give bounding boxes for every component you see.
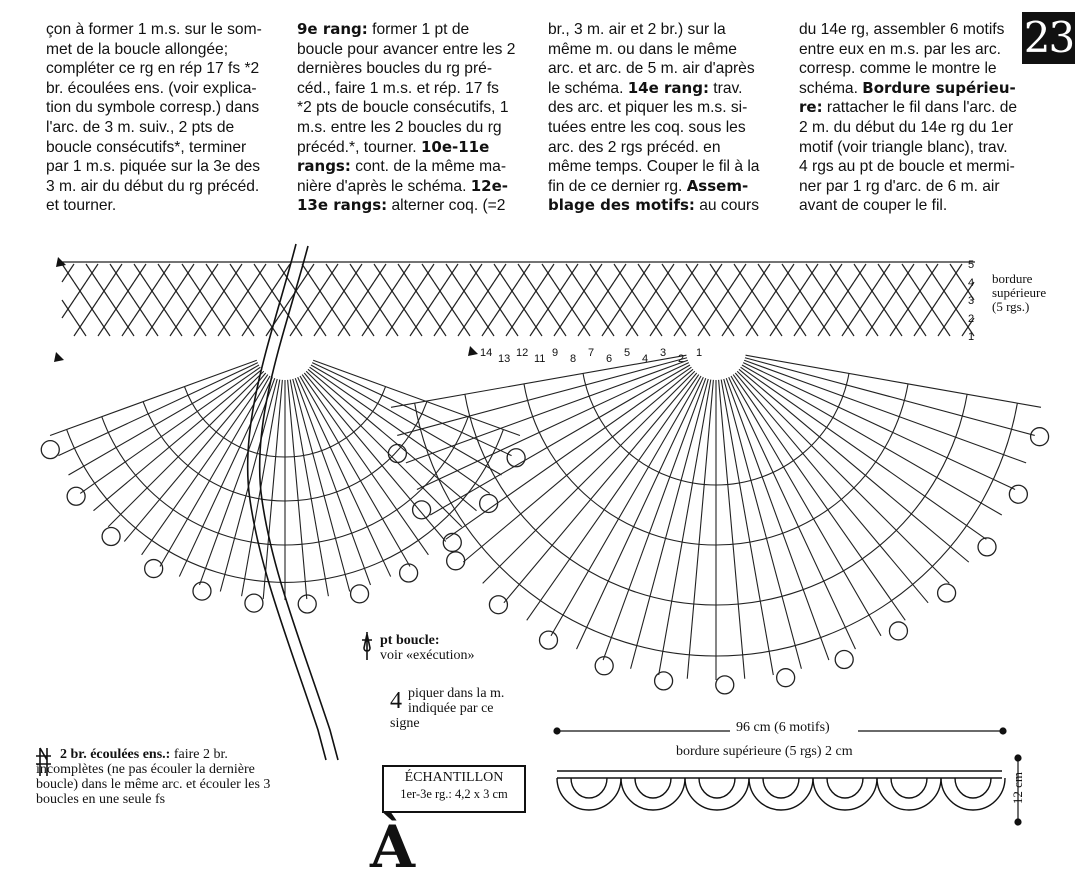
instruction-bold-text: 14e rang: xyxy=(627,78,709,97)
overview-scallop xyxy=(685,778,749,810)
instruction-text: dernières boucles du rg pré- xyxy=(297,60,493,78)
scallop-loop xyxy=(102,527,120,545)
instruction-text: par 1 m.s. piquée sur la 3e des xyxy=(46,158,261,176)
fan-stitch xyxy=(735,373,928,603)
row-number: 14 xyxy=(480,347,493,359)
row-number: 5 xyxy=(968,259,975,271)
instruction-text: l'arc. de 3 m. suiv., 2 pts de xyxy=(46,118,235,136)
fan-stitch xyxy=(304,373,445,542)
row-number: 1 xyxy=(696,347,703,359)
scallop-loop xyxy=(540,631,558,649)
row-number: 6 xyxy=(606,353,613,365)
border-mesh xyxy=(60,262,975,336)
scallop-loop xyxy=(245,594,263,612)
instruction-text: schéma. xyxy=(799,79,863,97)
fan-stitch xyxy=(288,380,307,599)
scallop-loop xyxy=(489,596,507,614)
instruction-bold-text: Bordure supérieu- xyxy=(862,78,1016,97)
legend-piquer xyxy=(390,686,509,731)
instruction-text: nière d'après le schéma. xyxy=(297,177,471,195)
instruction-text: çon à former 1 m.s. sur le som- xyxy=(46,21,262,38)
bottom-title: À xyxy=(370,813,420,881)
scallop-loop xyxy=(716,676,734,694)
scallop-loop xyxy=(1031,428,1049,446)
scallop-loop xyxy=(938,584,956,602)
scallop-loop xyxy=(835,650,853,668)
instruction-bold-text: re: xyxy=(799,98,823,117)
fan-stitch xyxy=(93,369,262,510)
scallop-loop xyxy=(889,622,907,640)
instruction-text: cont. de la même ma- xyxy=(350,158,507,176)
scallop-loop xyxy=(595,657,613,675)
dimension-height: 12 cm xyxy=(1010,772,1025,805)
scallop-loop xyxy=(413,501,431,519)
scallop-loop xyxy=(351,585,369,603)
fan-stitch xyxy=(687,380,713,679)
fan-stitch xyxy=(659,380,711,675)
instruction-text: met de la boucle allongée; xyxy=(46,40,229,58)
row-number: 13 xyxy=(498,353,511,365)
instruction-text: 4 rgs au pt de boucle et mermi- xyxy=(799,158,1015,176)
fan-stitch xyxy=(306,371,462,527)
instruction-text: tion du symbole corresp.) dans xyxy=(46,99,260,117)
instruction-text: br., 3 m. air et 2 br.) sur la xyxy=(548,21,726,38)
row-number: 4 xyxy=(642,353,649,365)
row-number: 4 xyxy=(968,277,975,289)
legend-boucle-title: pt boucle: xyxy=(380,633,440,648)
instruction-text: former 1 pt de xyxy=(367,21,470,38)
fan-stitch xyxy=(463,369,693,562)
instruction-text: br. écoulées ens. (voir explica- xyxy=(46,79,257,97)
page-number: 23 xyxy=(1023,13,1074,62)
fan-stitch xyxy=(631,379,709,669)
row-number: 9 xyxy=(552,347,559,359)
legend-piquer-line2: indiquée par ce signe xyxy=(390,701,494,731)
instruction-text: arc. et arc. de 5 m. air d'après xyxy=(548,60,755,78)
instruction-text: précéd.*, tourner. xyxy=(297,138,421,156)
row-number: 3 xyxy=(660,347,667,359)
fan-stitch xyxy=(68,365,259,475)
instruction-text: au cours xyxy=(694,197,760,215)
fan-stitch xyxy=(308,369,477,510)
instruction-text: rattacher le fil dans l'arc. de xyxy=(822,99,1018,117)
instruction-text: 3 m. air du début du rg précéd. xyxy=(46,177,260,195)
row-number: 8 xyxy=(570,353,577,365)
fan-stitch xyxy=(739,369,969,562)
fan-stitch xyxy=(311,365,502,475)
instruction-text: le schéma. xyxy=(548,79,628,97)
instruction-bold-text: Assem- xyxy=(686,176,749,195)
legend-piquer-line1: piquer dans la m. xyxy=(408,686,505,701)
fan-stitch xyxy=(745,358,1035,436)
legend-2br xyxy=(36,747,276,807)
scallop-loop xyxy=(1009,485,1027,503)
instruction-text: boucle consécutifs*, terminer xyxy=(46,138,247,156)
legend-boucle-text: voir «exécution» xyxy=(380,648,475,663)
scallop-loop xyxy=(655,672,673,690)
fan-stitch xyxy=(300,376,410,567)
fan-stitch xyxy=(124,373,265,542)
instruction-text: et tourner. xyxy=(46,197,117,215)
scallop-loop xyxy=(777,669,795,687)
overview-inner xyxy=(827,778,863,798)
fan-stitch xyxy=(743,363,1015,490)
row-number: 7 xyxy=(588,347,595,359)
row-number: 11 xyxy=(534,353,546,365)
overview-inner xyxy=(571,778,607,798)
instruction-text: avant de couper le fil. xyxy=(799,197,948,215)
scallop-loop xyxy=(388,445,406,463)
fan-stitch xyxy=(746,355,1041,407)
motif-fan-right xyxy=(391,355,1041,680)
overview-scallop xyxy=(621,778,685,810)
scallop-loop xyxy=(978,538,996,556)
row-number: 5 xyxy=(624,347,631,359)
instruction-text: compléter ce rg en rép 17 fs *2 xyxy=(46,60,260,78)
dimension-border: bordure supérieure (5 rgs) 2 cm xyxy=(676,744,853,759)
instruction-bold-text: 12e- xyxy=(470,176,509,195)
piquer-symbol: 4 xyxy=(390,688,402,714)
overview-inner xyxy=(763,778,799,798)
dimension-width: 96 cm (6 motifs) xyxy=(736,720,830,735)
dimension-lines xyxy=(554,728,1021,825)
scallop-edging xyxy=(41,428,1048,694)
instruction-text: *2 pts de boucle consécutifs, 1 xyxy=(297,99,509,117)
scallop-loop xyxy=(507,449,525,467)
overview-scheme xyxy=(557,771,1005,810)
instruction-bold-text: blage des motifs: xyxy=(548,196,695,215)
legend-2br-title: 2 br. écoulées ens.: xyxy=(60,747,171,762)
instruction-text: ner par 1 rg d'arc. de 6 m. air xyxy=(799,177,1000,195)
fan-stitch xyxy=(293,379,350,592)
fan-stitch xyxy=(724,379,802,669)
border-label-line: bordure xyxy=(992,271,1033,286)
scallop-loop xyxy=(443,533,461,551)
row-numbers xyxy=(480,259,974,365)
instruction-text: céd., faire 1 m.s. et rép. 17 fs xyxy=(297,79,499,97)
overview-scallop xyxy=(877,778,941,810)
instruction-bold-text: 10e-11e xyxy=(420,137,490,156)
border-label-line: (5 rgs.) xyxy=(992,299,1030,314)
fan-stitch xyxy=(108,371,264,527)
overview-inner xyxy=(955,778,991,798)
scallop-loop xyxy=(400,564,418,582)
row-number: 2 xyxy=(678,353,685,365)
fan-stitch xyxy=(397,358,687,436)
instruction-text: 2 m. du début du 14e rg du 1er xyxy=(799,118,1014,136)
fan-stitch xyxy=(312,363,511,456)
instruction-text: du 14e rg, assembler 6 motifs xyxy=(799,21,1005,38)
instruction-text: trav. xyxy=(708,79,743,97)
instruction-text: motif (voir triangle blanc), trav. xyxy=(799,138,1008,156)
row-number: 1 xyxy=(968,331,975,343)
scallop-loop xyxy=(193,582,211,600)
overview-scallop xyxy=(749,778,813,810)
sample-text: 1er-3e rg.: 4,2 x 3 cm xyxy=(400,787,508,801)
scallop-loop xyxy=(67,487,85,505)
instruction-text: arc. des 2 rgs précéd. en xyxy=(548,138,721,156)
instruction-text: alterner coq. (=2 xyxy=(387,197,506,215)
fan-stitch xyxy=(290,380,328,597)
instruction-text: entre eux en m.s. par les arc. xyxy=(799,40,1001,58)
instruction-text: des arc. et piquer les m.s. si- xyxy=(548,99,748,117)
overview-inner xyxy=(699,778,735,798)
fan-stitch xyxy=(719,380,745,679)
instruction-text: corresp. comme le montre le xyxy=(799,60,997,78)
fan-stitch xyxy=(298,377,391,576)
overview-scallop xyxy=(941,778,1005,810)
instruction-text: fin de ce dernier rg. xyxy=(548,177,687,195)
fan-stitch xyxy=(483,371,695,583)
legend-2br-text: faire 2 br. incomplètes (ne pas écouler la dernière boucle) dans le même arc. et écouler les 3 boucles en une seule fs xyxy=(36,747,271,807)
row-number: 12 xyxy=(516,347,529,359)
instruction-text: même temps. Couper le fil à la xyxy=(548,158,760,176)
instruction-text: tuées entre les coq. sous les xyxy=(548,118,746,136)
row-number: 2 xyxy=(968,313,975,325)
row-number: 3 xyxy=(968,295,975,307)
instruction-bold-text: 9e rang: xyxy=(297,20,368,38)
instruction-text: même m. ou dans le même xyxy=(548,40,737,58)
fan-stitch xyxy=(58,363,257,456)
sample-title: ÉCHANTILLON xyxy=(404,770,504,785)
instruction-bold-text: 13e rangs: xyxy=(297,196,388,215)
sample-box xyxy=(382,765,526,813)
fan-stitch xyxy=(721,380,773,675)
legend-boucle xyxy=(380,633,474,663)
overview-scallop xyxy=(813,778,877,810)
overview-inner xyxy=(891,778,927,798)
fan-stitch xyxy=(263,380,282,599)
border-label xyxy=(992,272,1046,314)
scallop-loop xyxy=(447,552,465,570)
motif-fan-left xyxy=(50,360,520,600)
overview-scallop xyxy=(557,778,621,810)
triangle-markers xyxy=(54,257,478,362)
instruction-bold-text: rangs: xyxy=(297,157,351,176)
fan-stitch xyxy=(504,373,697,603)
scallop-loop xyxy=(145,560,163,578)
fan-stitch xyxy=(737,371,949,583)
scallop-loop xyxy=(41,441,59,459)
instruction-text: m.s. entre les 2 boucles du rg xyxy=(297,118,502,136)
fan-stitch xyxy=(729,377,856,649)
overview-inner xyxy=(635,778,671,798)
fan-stitch xyxy=(577,377,704,649)
instruction-text: boucle pour avancer entre les 2 xyxy=(297,40,516,58)
border-label-line: supérieure xyxy=(992,285,1047,300)
